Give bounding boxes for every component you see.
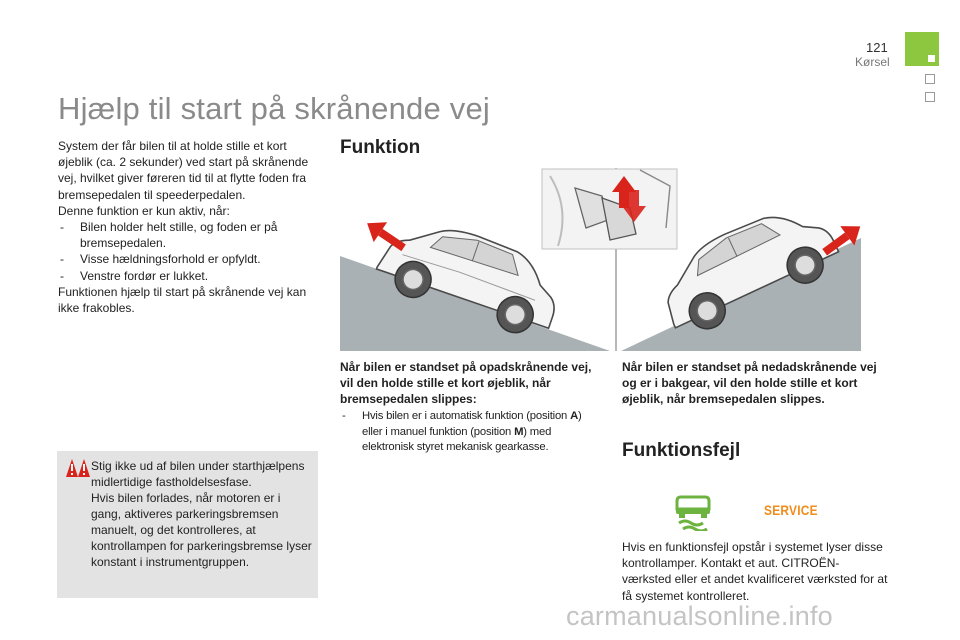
- intro-conditions-lead: Denne funktion er kun aktiv, når:: [58, 203, 230, 218]
- list-item: - Venstre fordør er lukket.: [58, 268, 320, 284]
- warning-text: [91, 458, 313, 570]
- list-item-text: Hvis bilen er i automatisk funktion (position: [362, 410, 571, 422]
- chapter-tab: [925, 92, 935, 102]
- fault-text: Hvis en funktionsfejl opstår i systemet lyser disse kontrollamper. Kontakt et aut. CITROËN-værksted eller et andet kvalificeret værksted for at få systemet kontrolleret.: [622, 540, 888, 603]
- uphill-list: [340, 409, 602, 456]
- caption-downhill: Når bilen er standset på nedadskrånende vej og er i bakgear, vil den holde stille et kort øjeblik, når bremsepedalen slippes.: [622, 360, 877, 406]
- gear-position-a: A: [570, 410, 579, 422]
- section-label: Kørsel: [855, 55, 890, 69]
- page-title: Hjælp til start på skrånende vej: [58, 91, 490, 126]
- intro-text: [58, 138, 320, 316]
- condition-list: [58, 219, 320, 284]
- service-warning-label: SERVICE: [764, 502, 818, 518]
- chapter-tab-marker: [928, 55, 935, 62]
- list-item: [340, 409, 602, 456]
- list-item: - Visse hældningsforhold er opfyldt.: [58, 251, 320, 267]
- warning-box: [57, 451, 318, 598]
- page-number: 121: [866, 40, 888, 55]
- gear-position-m: M: [514, 425, 524, 438]
- list-item-text: ) eller i manuel funktion (position: [362, 410, 582, 438]
- warning-paragraph: Stig ikke ud af bilen under starthjælpens midlertidige fastholdelsesfase.: [91, 459, 305, 489]
- intro-note: Funktionen hjælp til start på skrånende vej kan ikke frakobles.: [58, 284, 307, 316]
- chapter-tab-active: [905, 32, 939, 66]
- section-heading-funktionsfejl: Funktionsfejl: [622, 440, 741, 461]
- hill-start-illustration: [340, 168, 861, 351]
- list-item: - Bilen holder helt stille, og foden er på bremsepedalen.: [58, 219, 320, 251]
- list-item-text: ) med elektronisk styret mekanisk gearkasse.: [362, 425, 552, 453]
- warning-paragraph: Hvis bilen forlades, når motoren er i gang, aktiveres parkeringsbremsen manuelt, og det kontrolleres, at kontrollampen for parkeringsbremse lyser konstant i instrumentgruppen.: [91, 491, 312, 569]
- caption-uphill-text: Når bilen er standset på opadskrånende vej, vil den holde stille et kort øjeblik, når bremsepedalen slippes:: [340, 360, 592, 406]
- watermark: carmanualsonline.info: [566, 601, 833, 631]
- hill-start-fault-icon: [673, 493, 713, 531]
- section-heading-funktion: Funktion: [340, 137, 421, 158]
- intro-paragraph: System der får bilen til at holde stille et kort øjeblik (ca. 2 sekunder) ved start på skrånende vej, hvilket giver føreren tid til at flytte foden fra bremsepedalen til speederpedalen.: [58, 139, 309, 202]
- chapter-tab: [925, 74, 935, 84]
- brake-pedal-icon: [542, 169, 677, 249]
- exclamation-double-icon: [66, 458, 90, 478]
- caption-uphill: [340, 359, 602, 456]
